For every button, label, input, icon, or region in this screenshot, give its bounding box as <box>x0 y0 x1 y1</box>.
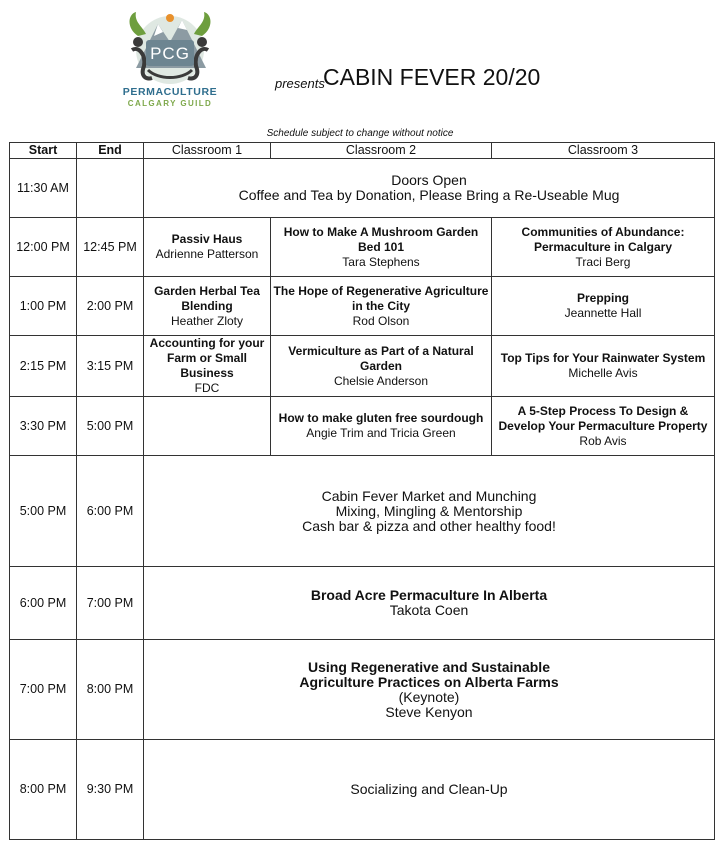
session-classroom-3 <box>492 336 715 397</box>
session-title: Passiv Haus <box>171 232 243 246</box>
session-classroom-2 <box>271 397 492 456</box>
schedule-notice: Schedule subject to change without notice <box>266 128 454 139</box>
session-classroom-2 <box>271 277 492 336</box>
session-classroom-3 <box>492 277 715 336</box>
end-time: 12:45 PM <box>77 218 144 277</box>
end-time: 7:00 PM <box>77 567 144 640</box>
table-row <box>10 277 715 336</box>
session-title: The Hope of Regenerative Agriculture in the City <box>273 283 489 313</box>
session-speaker: Rob Avis <box>579 433 627 448</box>
session-title: Using Regenerative and Sustainable Agriculture Practices on Alberta Farms <box>299 658 559 690</box>
start-time: 2:15 PM <box>10 336 77 397</box>
session-title: Top Tips for Your Rainwater System <box>500 351 706 365</box>
session-speaker: Steve Kenyon <box>385 703 473 720</box>
session-speaker: Jeannette Hall <box>564 306 642 320</box>
session-title: How to make gluten free sourdough <box>278 411 484 425</box>
session-line: Socializing and Clean-Up <box>350 781 508 797</box>
end-time <box>77 159 144 218</box>
table-row <box>10 159 715 218</box>
session-line: Cabin Fever Market and Munching <box>321 487 537 504</box>
session-classroom-2 <box>271 336 492 397</box>
session-speaker: Chelsie Anderson <box>333 373 429 388</box>
header-row <box>10 143 715 159</box>
table-row <box>10 218 715 277</box>
logo-org-line1: PERMACULTURE <box>122 86 218 98</box>
col-end: End <box>77 143 144 159</box>
schedule-table <box>9 142 715 840</box>
session-speaker: FDC <box>194 381 220 395</box>
session-speaker: Michelle Avis <box>568 366 638 380</box>
end-time: 9:30 PM <box>77 740 144 840</box>
table-row <box>10 567 715 640</box>
start-time: 6:00 PM <box>10 567 77 640</box>
session-speaker: Angie Trim and Tricia Green <box>306 426 456 440</box>
session-title: How to Make A Mushroom Garden Bed 101 <box>283 224 479 254</box>
pcg-logo <box>118 6 222 110</box>
end-time: 8:00 PM <box>77 640 144 740</box>
session-title: Accounting for your Farm or Small Business <box>149 336 265 380</box>
event-title: CABIN FEVER 20/20 <box>323 64 541 90</box>
start-time: 7:00 PM <box>10 640 77 740</box>
session-classroom-1 <box>144 336 271 397</box>
session-speaker: Adrienne Patterson <box>155 247 259 261</box>
session-title: Garden Herbal Tea Blending <box>154 283 260 313</box>
session-classroom-1 <box>144 277 271 336</box>
end-time: 6:00 PM <box>77 456 144 567</box>
start-time: 5:00 PM <box>10 456 77 567</box>
session-all-rooms <box>144 159 715 218</box>
session-classroom-3 <box>492 397 715 456</box>
session-all-rooms <box>144 740 715 840</box>
start-time: 11:30 AM <box>10 159 77 218</box>
session-title: Communities of Abundance: Permaculture in Calgary <box>521 224 685 254</box>
session-line: Doors Open <box>391 172 467 188</box>
table-row <box>10 456 715 567</box>
session-title: Broad Acre Permaculture In Alberta <box>310 587 548 603</box>
col-start: Start <box>10 143 77 159</box>
table-row <box>10 397 715 456</box>
session-all-rooms <box>144 456 715 567</box>
col-classroom-3: Classroom 3 <box>492 143 715 159</box>
session-note: (Keynote) <box>398 688 460 705</box>
session-line: Mixing, Mingling & Mentorship <box>335 502 523 519</box>
session-title: A 5-Step Process To Design & Develop Your Permaculture Property <box>498 403 708 433</box>
session-speaker: Rod Olson <box>352 313 410 328</box>
col-classroom-2: Classroom 2 <box>271 143 492 159</box>
session-line: Coffee and Tea by Donation, Please Bring a Re-Useable Mug <box>238 187 620 203</box>
table-row <box>10 336 715 397</box>
session-speaker: Traci Berg <box>575 254 631 269</box>
session-title: Prepping <box>576 291 629 305</box>
table-row <box>10 640 715 740</box>
start-time: 12:00 PM <box>10 218 77 277</box>
session-classroom-1 <box>144 397 271 456</box>
end-time: 3:15 PM <box>77 336 144 397</box>
session-line: Cash bar & pizza and other healthy food! <box>302 517 556 534</box>
start-time: 1:00 PM <box>10 277 77 336</box>
session-classroom-1 <box>144 218 271 277</box>
end-time: 2:00 PM <box>77 277 144 336</box>
start-time: 3:30 PM <box>10 397 77 456</box>
session-classroom-2 <box>271 218 492 277</box>
logo-org-line2: CALGARY GUILD <box>127 99 213 108</box>
end-time: 5:00 PM <box>77 397 144 456</box>
table-row <box>10 740 715 840</box>
col-classroom-1: Classroom 1 <box>144 143 271 159</box>
session-all-rooms <box>144 640 715 740</box>
session-speaker: Tara Stephens <box>342 254 420 269</box>
session-speaker: Heather Zloty <box>170 313 244 328</box>
session-all-rooms <box>144 567 715 640</box>
start-time: 8:00 PM <box>10 740 77 840</box>
presents-label: presents <box>275 76 325 91</box>
session-title: Vermiculture as Part of a Natural Garden <box>288 343 474 373</box>
session-classroom-3 <box>492 218 715 277</box>
session-speaker: Takota Coen <box>389 602 469 618</box>
logo-letters: PCG <box>150 44 190 63</box>
